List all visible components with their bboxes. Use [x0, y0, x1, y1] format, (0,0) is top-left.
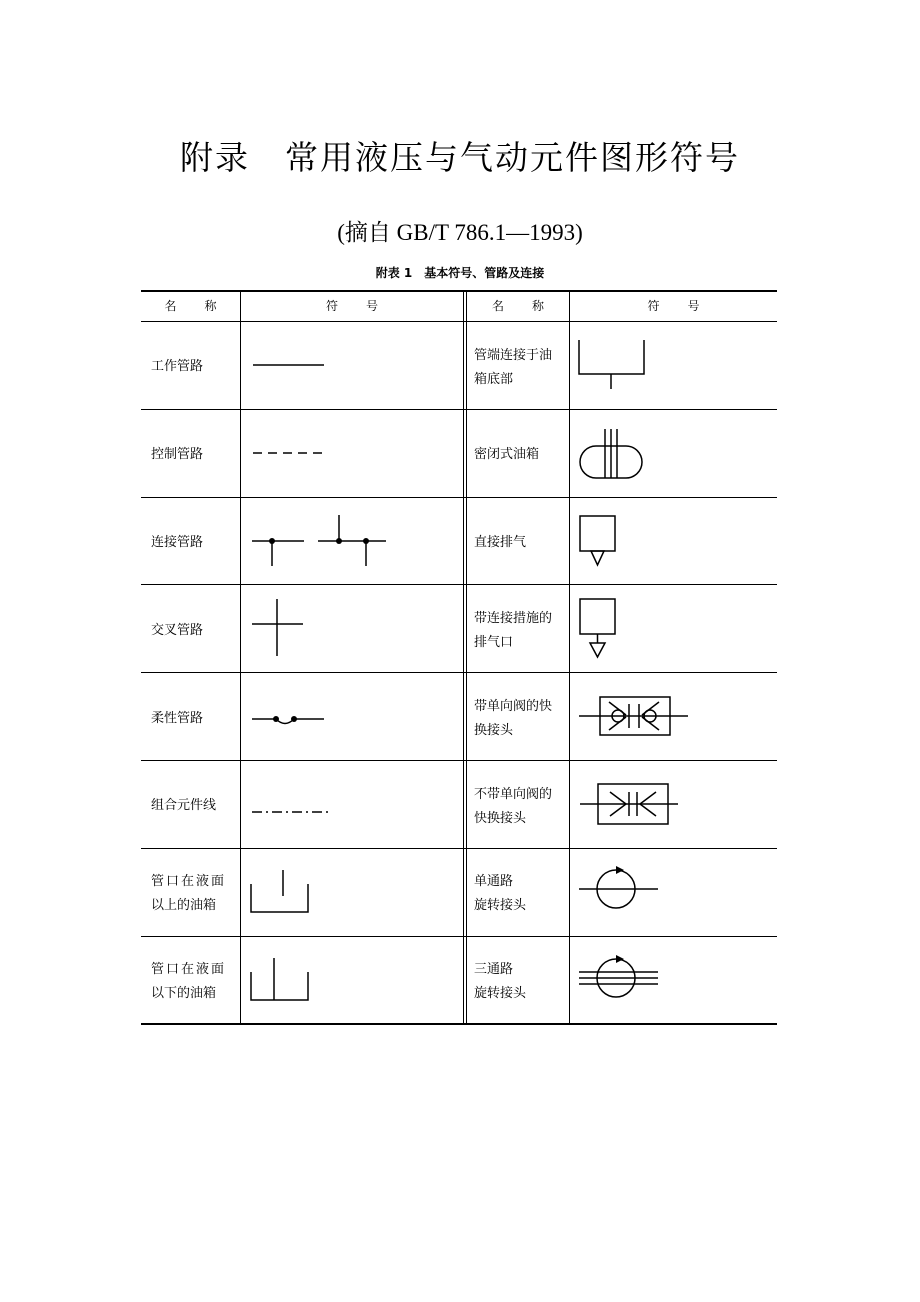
row-name: [474, 782, 552, 830]
row-name: [151, 957, 226, 1005]
column-rule: [569, 292, 570, 1023]
row-name-line: 密闭式油箱: [474, 446, 540, 461]
center-double-rule: [466, 292, 467, 1023]
row-name: [151, 354, 203, 378]
row-name-line: 带单向阀的快: [474, 698, 553, 713]
connected-lines-icon: [246, 508, 396, 573]
header-name-left: 名称: [164, 299, 245, 313]
quick-coupling-icon: [574, 780, 684, 830]
row-rule: [141, 409, 777, 410]
row-name: [151, 869, 226, 917]
row-name-line: 快换接头: [474, 810, 527, 825]
row-rule: [141, 584, 777, 585]
row-name-line: 带连接措施的: [474, 610, 553, 625]
row-name-line: 箱底部: [474, 371, 514, 386]
header-symbol-right: 符号: [647, 299, 728, 313]
header-symbol-left: 符号: [325, 299, 406, 313]
row-name-line: 以上的油箱: [151, 897, 217, 912]
row-name-line: 换接头: [474, 722, 514, 737]
quick-coupling-check-valve-icon: [574, 692, 694, 742]
row-name: [474, 442, 539, 466]
row-name-line: 旋转接头: [474, 897, 527, 912]
row-name-line: 排气口: [474, 634, 514, 649]
row-name-line: 以下的油箱: [151, 985, 217, 1000]
row-name: [474, 343, 552, 391]
header-name-right: 名称: [491, 299, 572, 313]
row-name: [151, 442, 203, 466]
row-name-line: 控制管路: [151, 446, 204, 461]
tank-above-fluid-icon: [246, 864, 316, 919]
row-name-line: 单通路: [474, 873, 514, 888]
crossing-lines-icon: [246, 594, 316, 664]
row-name-line: 连接管路: [151, 534, 204, 549]
header-rule: [141, 321, 777, 322]
row-name-line: 旋转接头: [474, 985, 527, 1000]
row-name: [151, 530, 203, 554]
direct-exhaust-icon: [574, 512, 634, 572]
row-name-line: 管口在液面: [151, 873, 227, 888]
row-name: [474, 694, 552, 742]
row-name: [151, 706, 203, 730]
working-line-icon: [246, 350, 336, 380]
tank-bottom-connection-icon: [574, 336, 654, 394]
row-name-line: 不带单向阀的: [474, 786, 553, 801]
row-name-line: 工作管路: [151, 358, 204, 373]
row-rule: [141, 497, 777, 498]
row-name-line: 管端连接于油: [474, 347, 553, 362]
rotary-joint-single-icon: [574, 860, 664, 920]
page-subtitle: (摘自 GB/T 786.1—1993): [337, 220, 583, 245]
tank-below-fluid-icon: [246, 952, 316, 1007]
row-name-line: 交叉管路: [151, 622, 204, 637]
center-double-rule: [463, 292, 464, 1023]
row-rule: [141, 936, 777, 937]
column-rule: [240, 292, 241, 1023]
row-name: [474, 957, 526, 1005]
pilot-line-icon: [246, 438, 336, 468]
row-rule: [141, 848, 777, 849]
exhaust-port-icon: [574, 595, 634, 663]
row-name: [474, 530, 526, 554]
row-name-line: 三通路: [474, 961, 514, 976]
row-name: [151, 618, 203, 642]
table-bottom-rule: [141, 1023, 777, 1025]
enclosure-line-icon: [246, 797, 336, 827]
table-caption: 附表 1 基本符号、管路及连接: [375, 266, 545, 280]
page-title: 附录 常用液压与气动元件图形符号: [180, 138, 740, 177]
row-name-line: 柔性管路: [151, 710, 204, 725]
row-name: [474, 606, 552, 654]
row-name-line: 组合元件线: [151, 797, 217, 812]
row-name: [474, 869, 526, 917]
row-name: [151, 793, 216, 817]
flexible-line-icon: [246, 704, 336, 734]
rotary-joint-three-icon: [574, 948, 664, 1008]
row-name-line: 直接排气: [474, 534, 527, 549]
row-rule: [141, 760, 777, 761]
row-name-line: 管口在液面: [151, 961, 227, 976]
row-rule: [141, 672, 777, 673]
sealed-tank-icon: [574, 424, 654, 486]
